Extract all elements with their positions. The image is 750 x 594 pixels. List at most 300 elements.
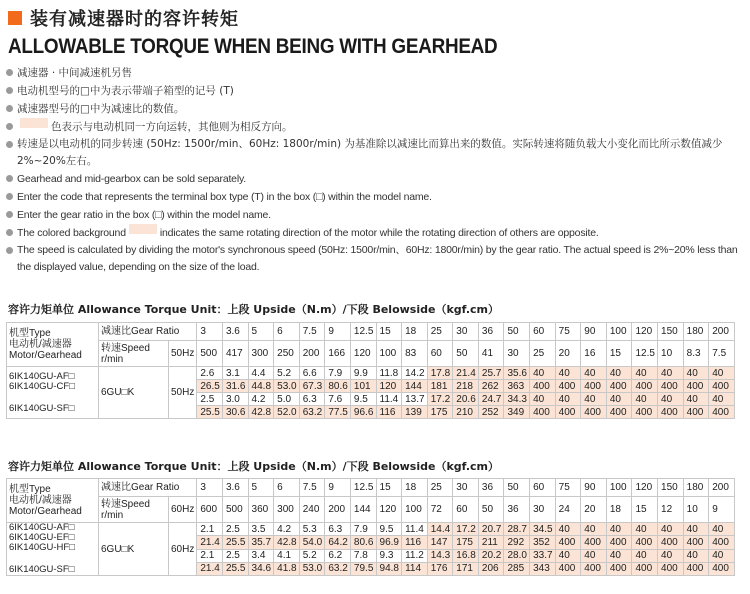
torque-cell: 400 [555, 562, 581, 575]
torque-cell: 400 [709, 562, 735, 575]
torque-cell: 80.6 [325, 380, 351, 393]
torque-cell: 11.4 [376, 393, 402, 406]
torque-cell: 17.2 [453, 523, 479, 536]
torque-cell: 14.4 [427, 523, 453, 536]
torque-cell: 40 [581, 393, 607, 406]
torque-cell: 40 [555, 549, 581, 562]
torque-cell: 400 [632, 562, 658, 575]
speed-cell: 25 [530, 341, 556, 367]
torque-cell: 26.5 [197, 380, 223, 393]
motor-model: 6IK140GU-SF□ [9, 564, 75, 575]
speed-cell: 166 [325, 341, 351, 367]
torque-cell: 9.9 [350, 367, 376, 380]
bullet-icon [6, 193, 13, 200]
torque-cell: 400 [683, 536, 709, 549]
ratio-cell: 50 [504, 479, 530, 497]
notes-list [6, 64, 746, 276]
torque-cell: 96.6 [350, 406, 376, 419]
motor-model: 6IK140GU-EF□ [9, 532, 75, 543]
ratio-cell: 75 [555, 479, 581, 497]
ratio-cell: 9 [325, 323, 351, 341]
torque-cell: 54.0 [299, 536, 325, 549]
model-header [7, 323, 99, 367]
freq-label: 50Hz [169, 341, 197, 367]
torque-cell: 63.2 [299, 406, 325, 419]
bullet-icon [6, 141, 13, 148]
torque-cell: 40 [606, 549, 632, 562]
torque-cell: 400 [581, 380, 607, 393]
torque-cell: 11.4 [402, 523, 428, 536]
torque-cell: 2.5 [222, 549, 248, 562]
ratio-cell: 15 [376, 323, 402, 341]
torque-cell: 25.5 [222, 536, 248, 549]
speed-cell: 7.5 [709, 341, 735, 367]
ratio-cell: 15 [376, 479, 402, 497]
torque-cell: 400 [581, 536, 607, 549]
motor-gearhead-cn-label: 电动机/减速器 [9, 495, 72, 506]
speed-label [99, 341, 169, 367]
torque-cell: 400 [555, 406, 581, 419]
torque-cell: 181 [427, 380, 453, 393]
torque-cell: 80.6 [350, 536, 376, 549]
speed-row [7, 341, 735, 367]
gear-ratio-label: 减速比Gear Ratio [99, 323, 197, 341]
torque-cell: 116 [402, 536, 428, 549]
torque-cell: 41.8 [274, 562, 300, 575]
bullet-icon [6, 105, 13, 112]
color-swatch [129, 224, 157, 234]
torque-cell: 11.2 [402, 549, 428, 562]
speed-label-b: r/min [101, 353, 124, 365]
motor-gearhead-en-label: Motor/Gearhead [9, 506, 82, 517]
torque-cell: 42.8 [248, 406, 274, 419]
torque-cell: 400 [581, 406, 607, 419]
model-type-label: 机型Type [9, 484, 51, 495]
torque-cell: 40 [658, 523, 684, 536]
ratio-cell: 180 [683, 323, 709, 341]
torque-cell: 120 [376, 380, 402, 393]
page-title-en: ALLOWABLE TORQUE WHEN BEING WITH GEARHEAD [8, 35, 498, 58]
torque-cell: 116 [376, 406, 402, 419]
torque-cell: 14.3 [427, 549, 453, 562]
speed-cell: 120 [350, 341, 376, 367]
torque-cell: 34.5 [530, 523, 556, 536]
ratio-cell: 3 [197, 479, 223, 497]
speed-cell: 15 [632, 497, 658, 523]
speed-cell: 16 [581, 341, 607, 367]
speed-cell: 600 [197, 497, 223, 523]
torque-cell: 42.8 [274, 536, 300, 549]
gearhead-model: 6GU□K [99, 523, 169, 576]
ratio-cell: 100 [606, 479, 632, 497]
torque-cell: 40 [632, 367, 658, 380]
torque-cell: 400 [606, 406, 632, 419]
torque-cell: 40 [555, 367, 581, 380]
note-cn-4: 色表示与电动机同一方向运转，其他则为相反方向。 [6, 118, 746, 136]
torque-cell: 14.2 [402, 367, 428, 380]
ratio-cell: 30 [453, 323, 479, 341]
torque-cell: 4.1 [274, 549, 300, 562]
torque-cell: 7.8 [350, 549, 376, 562]
torque-cell: 114 [402, 562, 428, 575]
torque-cell: 35.7 [248, 536, 274, 549]
speed-label-a: 转速Speed [101, 498, 150, 510]
speed-cell: 250 [274, 341, 300, 367]
torque-cell: 400 [683, 406, 709, 419]
section-title-50hz: 容许力矩单位 Allowance Torque Unit：上段 Upside（N.m）/下段 Belowside（kgf.cm） [8, 303, 499, 316]
ratio-row [7, 323, 735, 341]
ratio-cell: 150 [658, 479, 684, 497]
torque-cell: 40 [530, 367, 556, 380]
speed-cell: 500 [197, 341, 223, 367]
ratio-cell: 25 [427, 479, 453, 497]
speed-cell: 20 [555, 341, 581, 367]
torque-cell: 206 [478, 562, 504, 575]
torque-cell: 67.3 [299, 380, 325, 393]
bullet-icon [6, 175, 13, 182]
torque-table-60hz [6, 478, 735, 576]
torque-cell: 40 [632, 549, 658, 562]
note-cn-5: 转速是以电动机的同步转速 (50Hz: 1500r/min、60Hz: 1800r/min) 为基准除以减速比而算出来的数值。实际转速将随负载大小变化而比所示数值减少2%~20%左右。 [6, 136, 746, 170]
torque-cell: 400 [581, 562, 607, 575]
torque-cell: 400 [606, 562, 632, 575]
speed-cell: 60 [427, 341, 453, 367]
torque-cell: 2.5 [197, 393, 223, 406]
torque-cell: 6.6 [299, 367, 325, 380]
ratio-cell: 75 [555, 323, 581, 341]
torque-cell: 13.7 [402, 393, 428, 406]
torque-cell: 400 [555, 536, 581, 549]
torque-cell: 400 [658, 406, 684, 419]
speed-label-b: r/min [101, 509, 124, 521]
torque-cell: 400 [606, 380, 632, 393]
ratio-cell: 200 [709, 479, 735, 497]
ratio-cell: 3 [197, 323, 223, 341]
torque-cell: 40 [658, 367, 684, 380]
speed-label [99, 497, 169, 523]
torque-cell: 6.3 [325, 523, 351, 536]
speed-cell: 50 [453, 341, 479, 367]
ratio-cell: 90 [581, 323, 607, 341]
page-header [8, 7, 239, 29]
bullet-icon [6, 229, 13, 236]
torque-cell: 40 [683, 549, 709, 562]
torque-cell: 5.2 [274, 367, 300, 380]
speed-cell: 100 [376, 341, 402, 367]
torque-cell: 400 [632, 406, 658, 419]
ratio-cell: 36 [478, 323, 504, 341]
torque-cell: 400 [658, 536, 684, 549]
bullet-icon [6, 69, 13, 76]
ratio-cell: 18 [402, 323, 428, 341]
torque-cell: 218 [453, 380, 479, 393]
speed-cell: 83 [402, 341, 428, 367]
torque-cell: 9.5 [350, 393, 376, 406]
speed-cell: 10 [683, 497, 709, 523]
torque-cell: 21.4 [453, 367, 479, 380]
torque-cell: 3.0 [222, 393, 248, 406]
ratio-cell: 7.5 [299, 479, 325, 497]
torque-cell: 52.0 [274, 406, 300, 419]
speed-cell: 10 [658, 341, 684, 367]
ratio-cell: 180 [683, 479, 709, 497]
note-en-2: Enter the code that represents the terminal box type (T) in the box (□) within the model name. [6, 188, 746, 206]
torque-cell: 20.7 [478, 523, 504, 536]
gear-ratio-label: 减速比Gear Ratio [99, 479, 197, 497]
torque-cell: 101 [350, 380, 376, 393]
torque-cell: 40 [555, 523, 581, 536]
torque-cell: 40 [709, 367, 735, 380]
torque-cell: 400 [530, 380, 556, 393]
torque-cell: 53.0 [274, 380, 300, 393]
torque-cell: 144 [402, 380, 428, 393]
torque-cell: 9.5 [376, 523, 402, 536]
ratio-cell: 200 [709, 323, 735, 341]
torque-cell: 94.8 [376, 562, 402, 575]
orange-square-icon [8, 11, 22, 25]
torque-cell: 352 [530, 536, 556, 549]
torque-cell: 25.5 [222, 562, 248, 575]
freq-cell: 60Hz [169, 523, 197, 576]
speed-cell: 417 [222, 341, 248, 367]
torque-cell: 349 [504, 406, 530, 419]
torque-cell: 400 [555, 380, 581, 393]
torque-cell: 400 [530, 406, 556, 419]
model-type-label: 机型Type [9, 328, 51, 339]
torque-cell: 31.6 [222, 380, 248, 393]
torque-cell: 400 [709, 536, 735, 549]
torque-cell: 96.9 [376, 536, 402, 549]
speed-cell: 300 [274, 497, 300, 523]
note-en-3: Enter the gear ratio in the box (□) within the model name. [6, 206, 746, 224]
speed-cell: 18 [606, 497, 632, 523]
torque-cell: 63.2 [325, 562, 351, 575]
torque-cell: 17.8 [427, 367, 453, 380]
torque-cell: 5.2 [299, 549, 325, 562]
torque-cell: 40 [709, 523, 735, 536]
torque-cell: 40 [581, 367, 607, 380]
speed-cell: 41 [478, 341, 504, 367]
ratio-cell: 6 [274, 323, 300, 341]
ratio-cell: 60 [530, 323, 556, 341]
speed-cell: 144 [350, 497, 376, 523]
torque-cell: 400 [632, 380, 658, 393]
note-cn-2: 电动机型号的□中为表示带端子箱型的记号 (T) [6, 82, 746, 100]
torque-cell: 7.9 [325, 367, 351, 380]
gearhead-model: 6GU□K [99, 367, 169, 419]
ratio-cell: 5 [248, 479, 274, 497]
torque-cell: 40 [709, 549, 735, 562]
speed-row [7, 497, 735, 523]
torque-cell: 40 [683, 393, 709, 406]
torque-cell: 2.6 [197, 367, 223, 380]
speed-cell: 30 [504, 341, 530, 367]
ratio-cell: 12.5 [350, 479, 376, 497]
torque-cell: 176 [427, 562, 453, 575]
speed-cell: 120 [376, 497, 402, 523]
torque-cell: 34.6 [248, 562, 274, 575]
ratio-cell: 36 [478, 479, 504, 497]
speed-cell: 30 [530, 497, 556, 523]
freq-cell: 50Hz [169, 367, 197, 419]
speed-cell: 360 [248, 497, 274, 523]
ratio-cell: 60 [530, 479, 556, 497]
motor-model: 6IK140GU-AF□ [9, 522, 75, 533]
motor-gearhead-en-label: Motor/Gearhead [9, 350, 82, 361]
ratio-row [7, 479, 735, 497]
torque-cell: 262 [478, 380, 504, 393]
color-swatch [20, 118, 48, 128]
torque-cell: 11.8 [376, 367, 402, 380]
bullet-icon [6, 123, 13, 130]
speed-cell: 12 [658, 497, 684, 523]
ratio-cell: 30 [453, 479, 479, 497]
torque-cell: 17.2 [427, 393, 453, 406]
speed-cell: 60 [453, 497, 479, 523]
ratio-cell: 6 [274, 479, 300, 497]
torque-cell: 400 [632, 536, 658, 549]
torque-cell: 44.8 [248, 380, 274, 393]
speed-cell: 36 [504, 497, 530, 523]
torque-cell: 7.9 [350, 523, 376, 536]
torque-cell: 24.7 [478, 393, 504, 406]
torque-cell: 210 [453, 406, 479, 419]
speed-cell: 200 [325, 497, 351, 523]
torque-cell: 79.5 [350, 562, 376, 575]
note-en-5: The speed is calculated by dividing the motor's synchronous speed (50Hz: 1500r/min、60Hz: 1800r/min) by the gear ratio. The actual speed is 2%~20% less than the displayed value, depending on the size of the load. [6, 242, 746, 276]
torque-cell: 6.2 [325, 549, 351, 562]
ratio-cell: 7.5 [299, 323, 325, 341]
note-en-1: Gearhead and mid-gearbox can be sold separately. [6, 170, 746, 188]
torque-cell: 6.3 [299, 393, 325, 406]
torque-cell: 9.3 [376, 549, 402, 562]
speed-cell: 20 [581, 497, 607, 523]
motor-model: 6IK140GU-HF□ [9, 542, 75, 553]
motor-gearhead-cn-label: 电动机/减速器 [9, 339, 72, 350]
torque-cell: 40 [581, 523, 607, 536]
speed-cell: 240 [299, 497, 325, 523]
torque-cell: 40 [606, 523, 632, 536]
section-title-60hz: 容许力矩单位 Allowance Torque Unit：上段 Upside（N.m）/下段 Belowside（kgf.cm） [8, 460, 499, 473]
torque-cell: 175 [453, 536, 479, 549]
torque-cell: 5.3 [299, 523, 325, 536]
torque-cell: 25.5 [197, 406, 223, 419]
page-title-cn: 装有减速器时的容许转矩 [30, 9, 239, 30]
torque-cell: 40 [683, 367, 709, 380]
torque-cell: 343 [530, 562, 556, 575]
torque-cell: 40 [581, 549, 607, 562]
torque-cell: 40 [606, 393, 632, 406]
torque-cell: 35.6 [504, 367, 530, 380]
torque-cell: 40 [683, 523, 709, 536]
speed-cell: 200 [299, 341, 325, 367]
torque-cell: 34.3 [504, 393, 530, 406]
torque-cell: 64.2 [325, 536, 351, 549]
ratio-cell: 5 [248, 323, 274, 341]
torque-cell: 30.6 [222, 406, 248, 419]
motor-model: 6IK140GU-SF□ [9, 402, 75, 414]
torque-cell: 40 [709, 393, 735, 406]
torque-cell: 400 [606, 536, 632, 549]
ratio-cell: 150 [658, 323, 684, 341]
motor-model-cell [7, 367, 99, 419]
torque-cell: 40 [632, 393, 658, 406]
torque-cell: 7.6 [325, 393, 351, 406]
torque-cell: 252 [478, 406, 504, 419]
torque-cell: 3.4 [248, 549, 274, 562]
torque-cell: 400 [709, 406, 735, 419]
torque-cell: 53.0 [299, 562, 325, 575]
freq-label: 60Hz [169, 497, 197, 523]
torque-cell: 4.4 [248, 367, 274, 380]
speed-cell: 500 [222, 497, 248, 523]
motor-model: 6IK140GU-CF□ [9, 380, 75, 392]
torque-cell: 25.7 [478, 367, 504, 380]
ratio-cell: 90 [581, 479, 607, 497]
torque-cell: 400 [658, 562, 684, 575]
torque-cell: 3.1 [222, 367, 248, 380]
torque-cell: 21.4 [197, 536, 223, 549]
torque-cell: 40 [658, 393, 684, 406]
bullet-icon [6, 87, 13, 94]
torque-cell: 5.0 [274, 393, 300, 406]
speed-label-a: 转速Speed [101, 342, 150, 354]
speed-cell: 12.5 [632, 341, 658, 367]
torque-cell: 28.0 [504, 549, 530, 562]
torque-cell: 40 [632, 523, 658, 536]
bullet-icon [6, 211, 13, 218]
torque-cell: 77.5 [325, 406, 351, 419]
ratio-cell: 9 [325, 479, 351, 497]
ratio-cell: 25 [427, 323, 453, 341]
torque-cell: 211 [478, 536, 504, 549]
note-en-4: The colored background indicates the same rotating direction of the motor while the rotating direction of others are opposite. [6, 224, 746, 242]
torque-cell: 33.7 [530, 549, 556, 562]
torque-cell: 175 [427, 406, 453, 419]
torque-row [7, 523, 735, 536]
torque-cell: 40 [658, 549, 684, 562]
note-cn-1: 减速器 · 中间减速机另售 [6, 64, 746, 82]
torque-cell: 2.5 [222, 523, 248, 536]
torque-cell: 40 [530, 393, 556, 406]
model-header [7, 479, 99, 523]
speed-cell: 50 [478, 497, 504, 523]
torque-cell: 171 [453, 562, 479, 575]
speed-cell: 15 [606, 341, 632, 367]
ratio-cell: 120 [632, 479, 658, 497]
torque-cell: 400 [709, 380, 735, 393]
torque-cell: 4.2 [274, 523, 300, 536]
speed-cell: 100 [402, 497, 428, 523]
speed-cell: 300 [248, 341, 274, 367]
torque-cell: 400 [658, 380, 684, 393]
torque-cell: 363 [504, 380, 530, 393]
torque-cell: 28.7 [504, 523, 530, 536]
torque-cell: 400 [683, 562, 709, 575]
ratio-cell: 50 [504, 323, 530, 341]
ratio-cell: 18 [402, 479, 428, 497]
ratio-cell: 120 [632, 323, 658, 341]
torque-cell: 2.1 [197, 549, 223, 562]
motor-model-cell [7, 523, 99, 576]
torque-cell: 40 [555, 393, 581, 406]
torque-cell: 16.8 [453, 549, 479, 562]
ratio-cell: 100 [606, 323, 632, 341]
torque-cell: 3.5 [248, 523, 274, 536]
speed-cell: 9 [709, 497, 735, 523]
torque-cell: 20.6 [453, 393, 479, 406]
torque-cell: 2.1 [197, 523, 223, 536]
